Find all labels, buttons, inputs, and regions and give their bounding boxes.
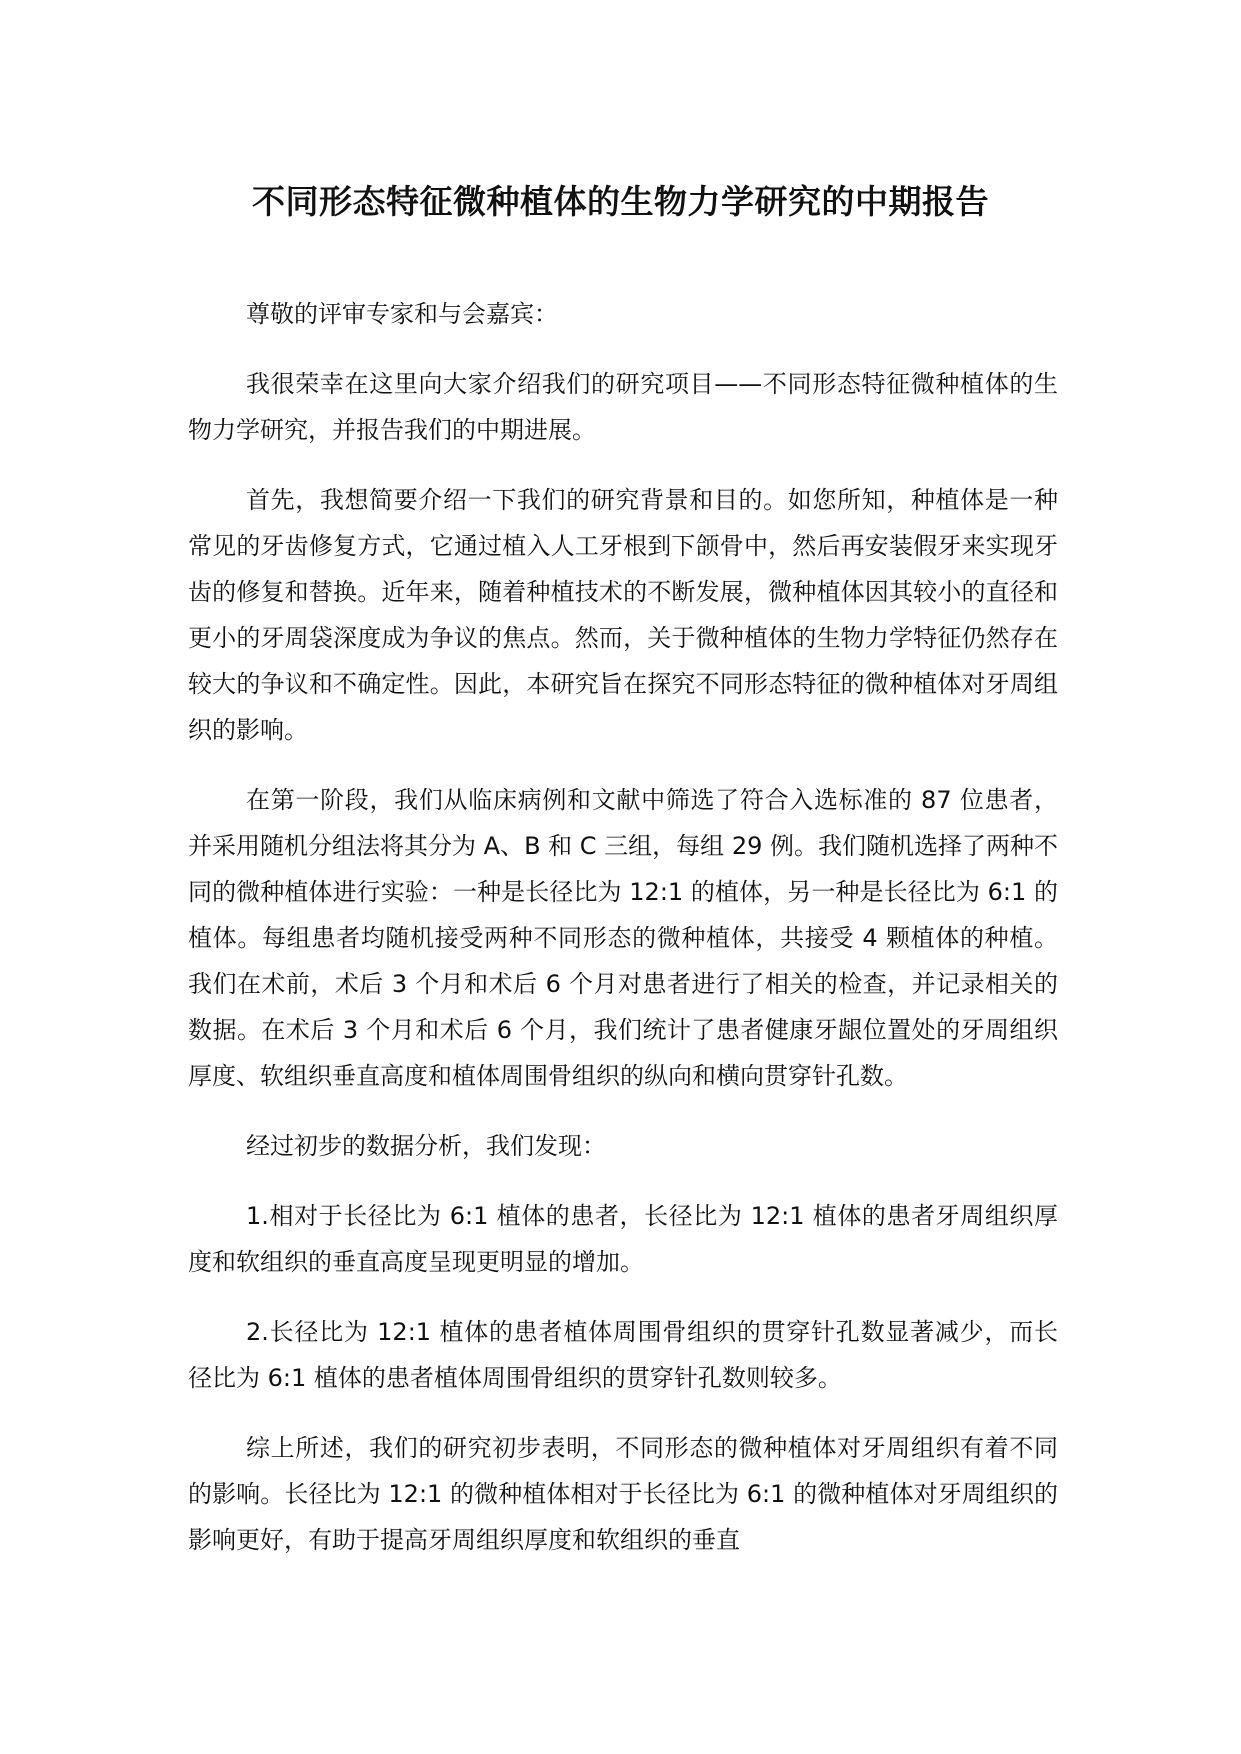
- document-title: 不同形态特征微种植体的生物力学研究的中期报告: [252, 182, 989, 221]
- document-body: [188, 291, 1058, 1587]
- methods-paragraph: 在第一阶段，我们从临床病例和文献中筛选了符合入选标准的 87 位患者，并采用随机分组法将其分为 A、B 和 C 三组，每组 29 例。我们随机选择了两种不同的微种植体进行实验：一种是长径比为 12:1 的植体，另一种是长径比为 6:1 的植体。每组患者均随机接受两种不同形态的微种植体，共接受 4 颗植体的种植。我们在术前，术后 3 个月和术后 6 个月对患者进行了相关的检查，并记录相关的数据。在术后 3 个月和术后 6 个月，我们统计了患者健康牙龈位置处的牙周组织厚度、软组织垂直高度和植体周围骨组织的纵向和横向贯穿针孔数。: [188, 786, 1058, 1090]
- findings-intro-paragraph: 经过初步的数据分析，我们发现：: [246, 1132, 606, 1160]
- finding-2-paragraph: 2.长径比为 12:1 植体的患者植体周围骨组织的贯穿针孔数显著减少，而长径比为 6:1 植体的患者植体周围骨组织的贯穿针孔数则较多。: [188, 1318, 1058, 1392]
- summary-paragraph: 综上所述，我们的研究初步表明，不同形态的微种植体对牙周组织有着不同的影响。长径比为 12:1 的微种植体相对于长径比为 6:1 的微种植体对牙周组织的影响更好，有助于提高牙周组织厚度和软组织的垂直: [188, 1434, 1058, 1554]
- greeting-paragraph: 尊敬的评审专家和与会嘉宾：: [246, 300, 558, 328]
- finding-1-paragraph: 1.相对于长径比为 6:1 植体的患者，长径比为 12:1 植体的患者牙周组织厚度和软组织的垂直高度呈现更明显的增加。: [188, 1202, 1058, 1276]
- background-paragraph: 首先，我想简要介绍一下我们的研究背景和目的。如您所知，种植体是一种常见的牙齿修复方式，它通过植入人工牙根到下颌骨中，然后再安装假牙来实现牙齿的修复和替换。近年来，随着种植技术的不断发展，微种植体因其较小的直径和更小的牙周袋深度成为争议的焦点。然而，关于微种植体的生物力学特征仍然存在较大的争议和不确定性。因此，本研究旨在探究不同形态特征的微种植体对牙周组织的影响。: [188, 486, 1058, 744]
- intro-paragraph: 我很荣幸在这里向大家介绍我们的研究项目——不同形态特征微种植体的生物力学研究，并报告我们的中期进展。: [188, 370, 1058, 444]
